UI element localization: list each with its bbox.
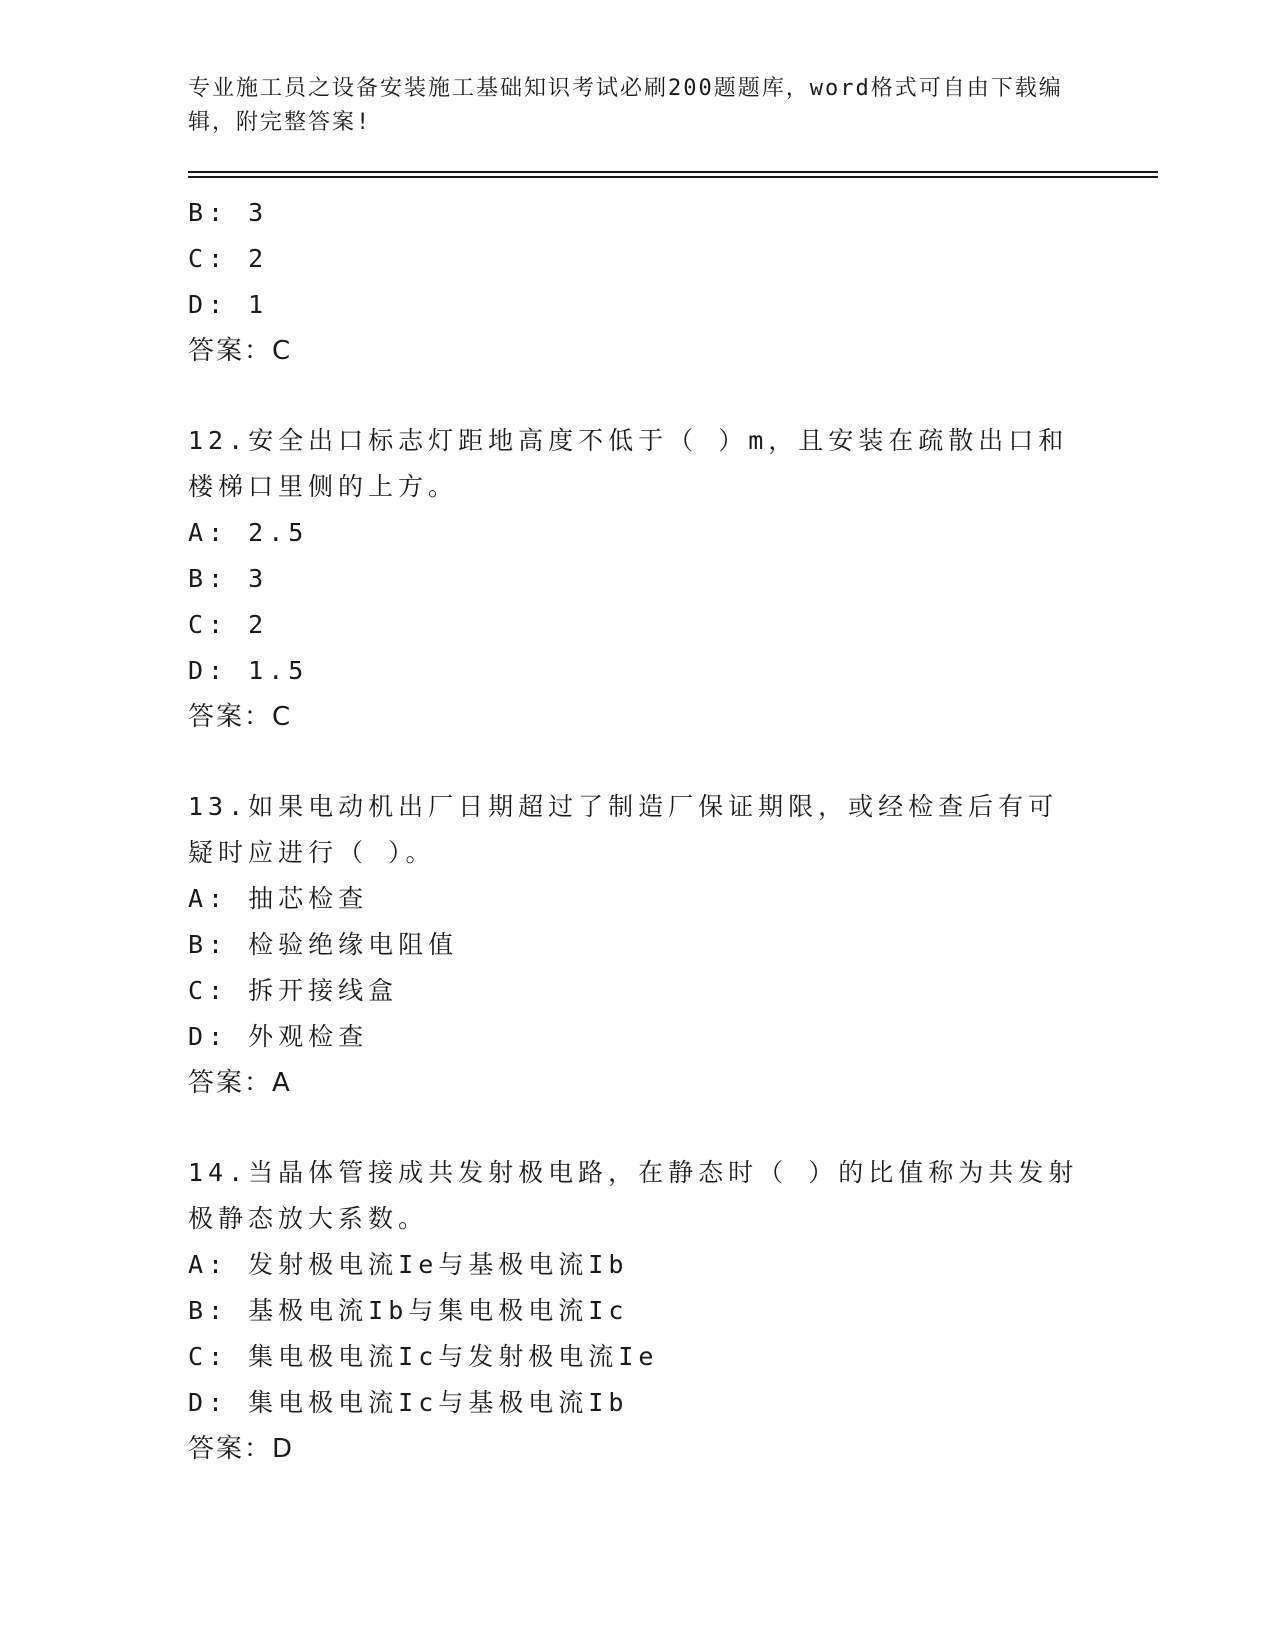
option-text: 抽芯检查 — [248, 884, 369, 913]
question-body: 安全出口标志灯距地高度不低于（ ）m，且安装在疏散出口和楼梯口里侧的上方。 — [188, 426, 1069, 501]
option-label: D: — [188, 1022, 229, 1051]
option-text: 集电极电流Ic与基极电流Ib — [248, 1388, 629, 1417]
question-number: 12. — [188, 426, 249, 455]
answer-line: 答案：C — [188, 336, 293, 366]
option-label: B: — [188, 564, 229, 593]
question-14 — [188, 1150, 1088, 1472]
option-a — [188, 510, 1088, 556]
option-text: 检验绝缘电阻值 — [248, 930, 459, 959]
question-13 — [188, 784, 1088, 1106]
continued-question — [188, 190, 1088, 374]
option-text: 2.5 — [248, 518, 309, 547]
question-12 — [188, 418, 1088, 740]
option-label: C: — [188, 610, 229, 639]
header-rule-bottom — [188, 176, 1158, 178]
option-c — [188, 1334, 1088, 1380]
option-d — [188, 282, 1088, 328]
option-d — [188, 1014, 1088, 1060]
option-text: 2 — [248, 610, 269, 639]
option-text: 1 — [248, 290, 269, 319]
option-text: 3 — [248, 564, 269, 593]
option-label: B: — [188, 930, 229, 959]
option-label: D: — [188, 656, 229, 685]
header-rule-top — [188, 171, 1158, 173]
option-label: A: — [188, 518, 229, 547]
option-text: 外观检查 — [248, 1022, 369, 1051]
question-text — [188, 418, 1088, 510]
option-a — [188, 1242, 1088, 1288]
question-content — [188, 190, 1088, 1472]
option-label: A: — [188, 1250, 229, 1279]
option-d — [188, 648, 1088, 694]
option-c — [188, 602, 1088, 648]
question-text — [188, 784, 1088, 876]
option-c — [188, 968, 1088, 1014]
option-d — [188, 1380, 1088, 1426]
question-number: 13. — [188, 792, 249, 821]
option-b — [188, 1288, 1088, 1334]
option-text: 3 — [248, 198, 269, 227]
option-c — [188, 236, 1088, 282]
answer-line: 答案：A — [188, 1068, 292, 1098]
option-text: 基极电流Ib与集电极电流Ic — [248, 1296, 629, 1325]
option-label: C: — [188, 1342, 229, 1371]
option-text: 2 — [248, 244, 269, 273]
document-header: 专业施工员之设备安装施工基础知识考试必刷200题题库，word格式可自由下载编辑，附完整答案! — [188, 76, 1063, 135]
option-text: 1.5 — [248, 656, 309, 685]
option-a — [188, 876, 1088, 922]
answer-line: 答案：D — [188, 1434, 295, 1464]
option-b — [188, 190, 1088, 236]
option-label: B: — [188, 198, 229, 227]
answer-line: 答案：C — [188, 702, 293, 732]
question-body: 如果电动机出厂日期超过了制造厂保证期限，或经检查后有可疑时应进行（ ）。 — [188, 792, 1059, 867]
question-number: 14. — [188, 1158, 249, 1187]
option-label: B: — [188, 1296, 229, 1325]
option-text: 集电极电流Ic与发射极电流Ie — [248, 1342, 659, 1371]
option-label: D: — [188, 1388, 229, 1417]
option-label: C: — [188, 244, 229, 273]
option-label: D: — [188, 290, 229, 319]
option-b — [188, 556, 1088, 602]
option-b — [188, 922, 1088, 968]
option-label: A: — [188, 884, 229, 913]
question-body: 当晶体管接成共发射极电路，在静态时（ ）的比值称为共发射极静态放大系数。 — [188, 1158, 1079, 1233]
option-text: 拆开接线盒 — [248, 976, 399, 1005]
option-text: 发射极电流Ie与基极电流Ib — [248, 1250, 629, 1279]
question-text — [188, 1150, 1088, 1242]
option-label: C: — [188, 976, 229, 1005]
